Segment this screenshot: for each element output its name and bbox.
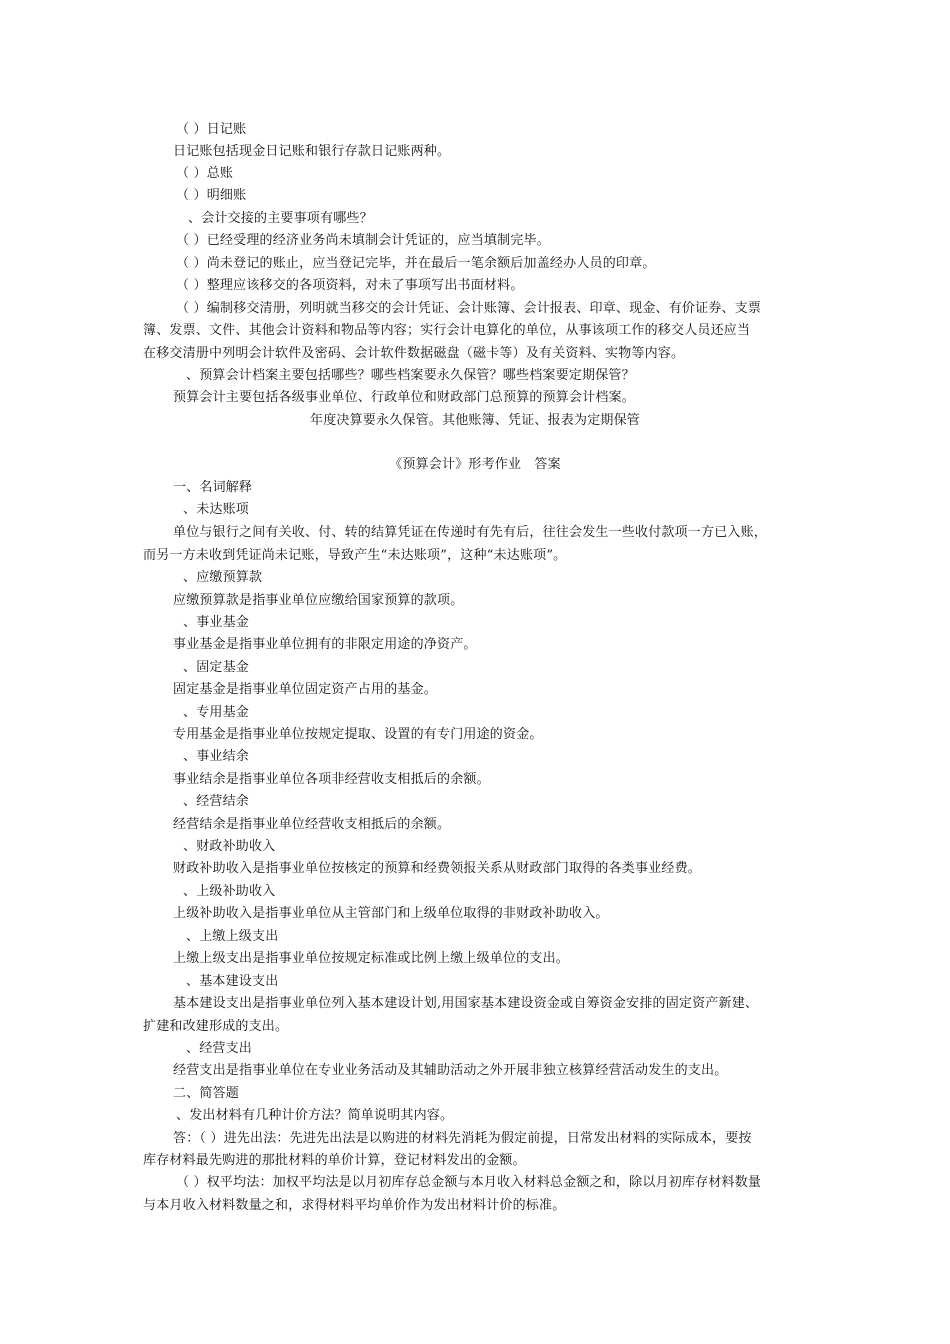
text-line: 簿、发票、文件、其他会计资料和物品等内容；实行会计电算化的单位，从事该项工作的移交人员还应当 xyxy=(143,323,751,338)
text-line: 事业结余是指事业单位各项非经营收支相抵后的余额。 xyxy=(173,772,490,787)
text-line: 经营支出是指事业单位在专业业务活动及其辅助活动之外开展非独立核算经营活动发生的支出。 xyxy=(173,1063,728,1078)
text-line: 库存材料最先购进的那批材料的单价计算，登记材料发出的金额。 xyxy=(143,1153,526,1168)
question-heading: 、会计交接的主要事项有哪些？ xyxy=(188,211,373,226)
section-heading: 一、名词解释 xyxy=(173,480,253,495)
text-line: 专用基金是指事业单位按规定提取、设置的有专门用途的资金。 xyxy=(173,727,543,742)
term-heading: 、财政补助收入 xyxy=(183,839,276,854)
text-line: 扩建和改建形成的支出。 xyxy=(143,1019,289,1034)
term-heading: 、经营支出 xyxy=(186,1041,253,1056)
text-line: （ ）尚未登记的账止，应当登记完毕，并在最后一笔余额后加盖经办人员的印章。 xyxy=(176,256,656,271)
text-line: （ ）权平均法：加权平均法是以月初库存总金额与本月收入材料总金额之和，除以月初库存材料数量 xyxy=(176,1175,762,1190)
text-line: 答：（ ）进先出法：先进先出法是以购进的材料先消耗为假定前提，日常发出材料的实际成本，要按 xyxy=(173,1131,752,1146)
text-line: 与本月收入材料数量之和，求得材料平均单价作为发出材料计价的标准。 xyxy=(143,1198,566,1213)
text-line: （ ）编制移交清册，列明就当移交的会计凭证、会计账簿、会计报表、印章、现金、有价证券、支票 xyxy=(176,301,762,316)
term-heading: 、经营结余 xyxy=(183,794,250,809)
text-line: 基本建设支出是指事业单位列入基本建设计划,用国家基本建设资金或自筹资金安排的固定资产新建、 xyxy=(173,996,759,1011)
text-line: 财政补助收入是指事业单位按核定的预算和经费领报关系从财政部门取得的各类事业经费。 xyxy=(173,861,702,876)
text-line: （ ）总账 xyxy=(176,166,234,181)
term-heading: 、事业基金 xyxy=(183,615,250,630)
section-title: 《预算会计》形考作业 答案 xyxy=(389,457,561,472)
term-heading: 、固定基金 xyxy=(183,660,250,675)
term-heading: 、上级补助收入 xyxy=(183,884,276,899)
text-line: 在移交清册中列明会计软件及密码、会计软件数据磁盘（磁卡等）及有关资料、实物等内容。 xyxy=(143,346,685,361)
text-line: 应缴预算款是指事业单位应缴给国家预算的款项。 xyxy=(173,593,464,608)
text-line: 事业基金是指事业单位拥有的非限定用途的净资产。 xyxy=(173,637,477,652)
term-heading: 、事业结余 xyxy=(183,749,250,764)
text-line: 上缴上级支出是指事业单位按规定标准或比例上缴上级单位的支出。 xyxy=(173,951,570,966)
term-heading: 、专用基金 xyxy=(183,705,250,720)
text-line: 而另一方未收到凭证尚未记账，导致产生“未达账项”，这种“未达账项”。 xyxy=(143,548,567,563)
term-heading: 、应缴预算款 xyxy=(183,570,263,585)
text-line: 日记账包括现金日记账和银行存款日记账两种。 xyxy=(173,144,451,159)
section-heading: 二、简答题 xyxy=(173,1086,240,1101)
text-line: 预算会计主要包括各级事业单位、行政单位和财政部门总预算的预算会计档案。 xyxy=(173,390,636,405)
text-line: 年度决算要永久保管。其他账簿、凭证、报表为定期保管 xyxy=(310,413,641,428)
text-line: 经营结余是指事业单位经营收支相抵后的余额。 xyxy=(173,817,451,832)
text-line: （ ）明细账 xyxy=(176,188,247,203)
term-heading: 、上缴上级支出 xyxy=(186,929,279,944)
term-heading: 、基本建设支出 xyxy=(186,974,279,989)
text-line: （ ）整理应该移交的各项资料，对未了事项写出书面材料。 xyxy=(176,278,524,293)
text-line: 上级补助收入是指事业单位从主管部门和上级单位取得的非财政补助收入。 xyxy=(173,906,609,921)
text-line: （ ）已经受理的经济业务尚未填制会计凭证的，应当填制完毕。 xyxy=(176,233,550,248)
text-line: 固定基金是指事业单位固定资产占用的基金。 xyxy=(173,682,438,697)
term-heading: 、未达账项 xyxy=(183,502,250,517)
text-line: （ ）日记账 xyxy=(176,122,247,137)
question-heading: 、发出材料有几种计价方法？简单说明其内容。 xyxy=(176,1108,454,1123)
question-heading: 、预算会计档案主要包括哪些？哪些档案要永久保管？哪些档案要定期保管？ xyxy=(186,368,635,383)
text-line: 单位与银行之间有关收、付、转的结算凭证在传递时有先有后，往往会发生一些收付款项一方已入账， xyxy=(173,525,768,540)
